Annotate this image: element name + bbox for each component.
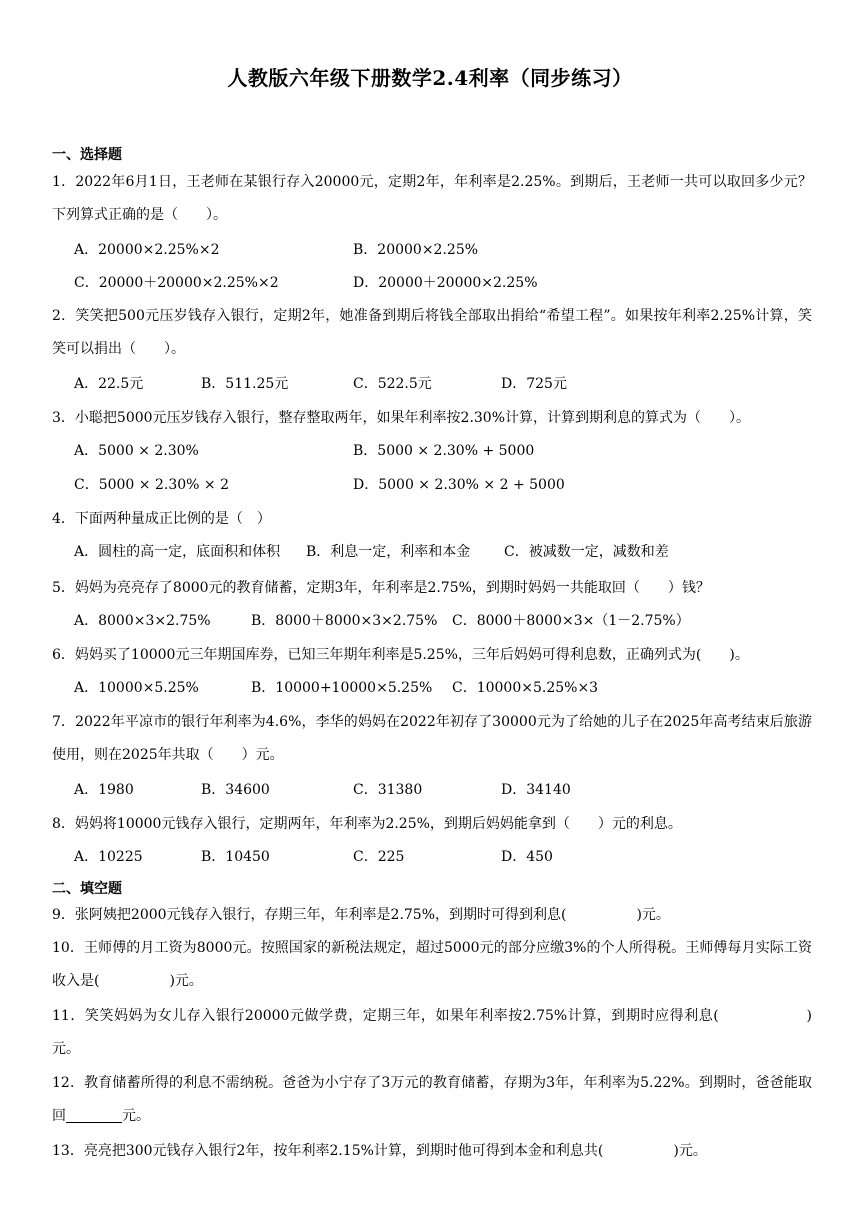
q2-option-a: A．22.5元 [74, 376, 144, 392]
question-2-options [74, 368, 814, 401]
question-1: 1．2022年6月1日，王老师在某银行存入20000元，定期2年，年利率是2.25%。到期后，王老师一共可以取回多少元？下列算式正确的是（ ）。 [52, 174, 812, 223]
question-3-options-row2 [74, 469, 814, 502]
q2-option-c: C．522.5元 [353, 376, 432, 392]
q6-option-c: C．10000×5.25%×3 [452, 680, 599, 696]
section-heading-choice: 一、选择题 [52, 147, 122, 163]
q6-option-a: A．10000×5.25% [74, 680, 199, 696]
question-1-options-row2 [74, 267, 814, 300]
q3-option-b: B．5000 × 2.30% + 5000 [353, 443, 535, 459]
question-6-options [74, 672, 814, 705]
q2-option-b: B．511.25元 [201, 376, 289, 392]
question-8: 8．妈妈将10000元钱存入银行，定期两年，年利率为2.25%，到期后妈妈能拿到（ ）元的利息。 [52, 816, 682, 832]
question-12-unit: 元。 [122, 1108, 150, 1124]
question-12 [52, 1067, 812, 1133]
question-11: 11．笑笑妈妈为女儿存入银行20000元做学费，定期三年，如果年利率按2.75%计算，到期时应得利息( )元。 [52, 1008, 812, 1057]
question-4: 4．下面两种量成正比例的是（ ） [52, 511, 271, 527]
q4-option-b: B．利息一定，利率和本金 [306, 544, 471, 560]
q3-option-c: C．5000 × 2.30% × 2 [74, 477, 229, 493]
q7-option-c: C．31380 [353, 782, 423, 798]
q5-option-c: C．8000＋8000×3×（1－2.75%） [452, 613, 690, 629]
q4-option-a: A．圆柱的高一定，底面积和体积 [74, 544, 281, 560]
question-10: 10．王师傅的月工资为8000元。按照国家的新税法规定，超过5000元的部分应缴3%的个人所得税。王师傅每月实际工资收入是( )元。 [52, 940, 812, 989]
q1-option-a: A．20000×2.25%×2 [74, 242, 220, 258]
page-title: 人教版六年级下册数学2.4利率（同步练习） [227, 66, 633, 90]
question-7: 7．2022年平凉市的银行年利率为4.6%，李华的妈妈在2022年初存了30000元为了给她的儿子在2025年高考结束后旅游使用，则在2025年共取（ ）元。 [52, 714, 812, 763]
question-7-options [74, 774, 814, 807]
question-5-options [74, 605, 814, 638]
question-9: 9．张阿姨把2000元钱存入银行，存期三年，年利率是2.75%，到期时可得到利息( )元。 [52, 907, 670, 923]
question-8-options [74, 841, 814, 874]
q7-option-a: A．1980 [74, 782, 134, 798]
q7-option-b: B．34600 [201, 782, 270, 798]
question-13: 13．亮亮把300元钱存入银行2年，按年利率2.15%计算，到期时他可得到本金和利息共( )元。 [52, 1143, 707, 1159]
q4-option-c: C．被减数一定，减数和差 [504, 544, 669, 560]
q8-option-c: C．225 [353, 849, 405, 865]
q1-option-d: D．20000＋20000×2.25% [353, 275, 538, 291]
q6-option-b: B．10000+10000×5.25% [251, 680, 433, 696]
q8-option-a: A．10225 [74, 849, 143, 865]
question-3-options [74, 435, 814, 468]
q5-option-b: B．8000＋8000×3×2.75% [251, 613, 438, 629]
answer-blank[interactable] [66, 1106, 122, 1123]
question-6: 6．妈妈买了10000元三年期国库券，已知三年期年利率是5.25%，三年后妈妈可得利息数，正确列式为( )。 [52, 647, 749, 663]
question-2: 2．笑笑把500元压岁钱存入银行，定期2年，她准备到期后将钱全部取出捐给“希望工程”。如果按年利率2.25%计算，笑笑可以捐出（ ）。 [52, 308, 812, 357]
q5-option-a: A．8000×3×2.75% [74, 613, 211, 629]
q7-option-d: D．34140 [501, 782, 571, 798]
q3-option-a: A．5000 × 2.30% [74, 443, 199, 459]
q2-option-d: D．725元 [501, 376, 567, 392]
q1-option-b: B．20000×2.25% [353, 242, 479, 258]
question-3: 3．小聪把5000元压岁钱存入银行，整存整取两年，如果年利率按2.30%计算，计算到期利息的算式为（ ）。 [52, 410, 751, 426]
question-1-options [74, 234, 814, 267]
q1-option-c: C．20000＋20000×2.25%×2 [74, 275, 279, 291]
q3-option-d: D．5000 × 2.30% × 2 + 5000 [353, 477, 565, 493]
section-heading-fill: 二、填空题 [52, 881, 122, 897]
question-5: 5．妈妈为亮亮存了8000元的教育储蓄，定期3年，年利率是2.75%，到期时妈妈一共能取回（ ）钱？ [52, 580, 710, 596]
q8-option-b: B．10450 [201, 849, 270, 865]
question-12-text: 12．教育储蓄所得的利息不需纳税。爸爸为小宁存了3万元的教育储蓄，存期为3年，年利率为5.22%。到期时，爸爸能取回 [52, 1075, 812, 1124]
q8-option-d: D．450 [501, 849, 553, 865]
question-4-options [74, 536, 814, 569]
